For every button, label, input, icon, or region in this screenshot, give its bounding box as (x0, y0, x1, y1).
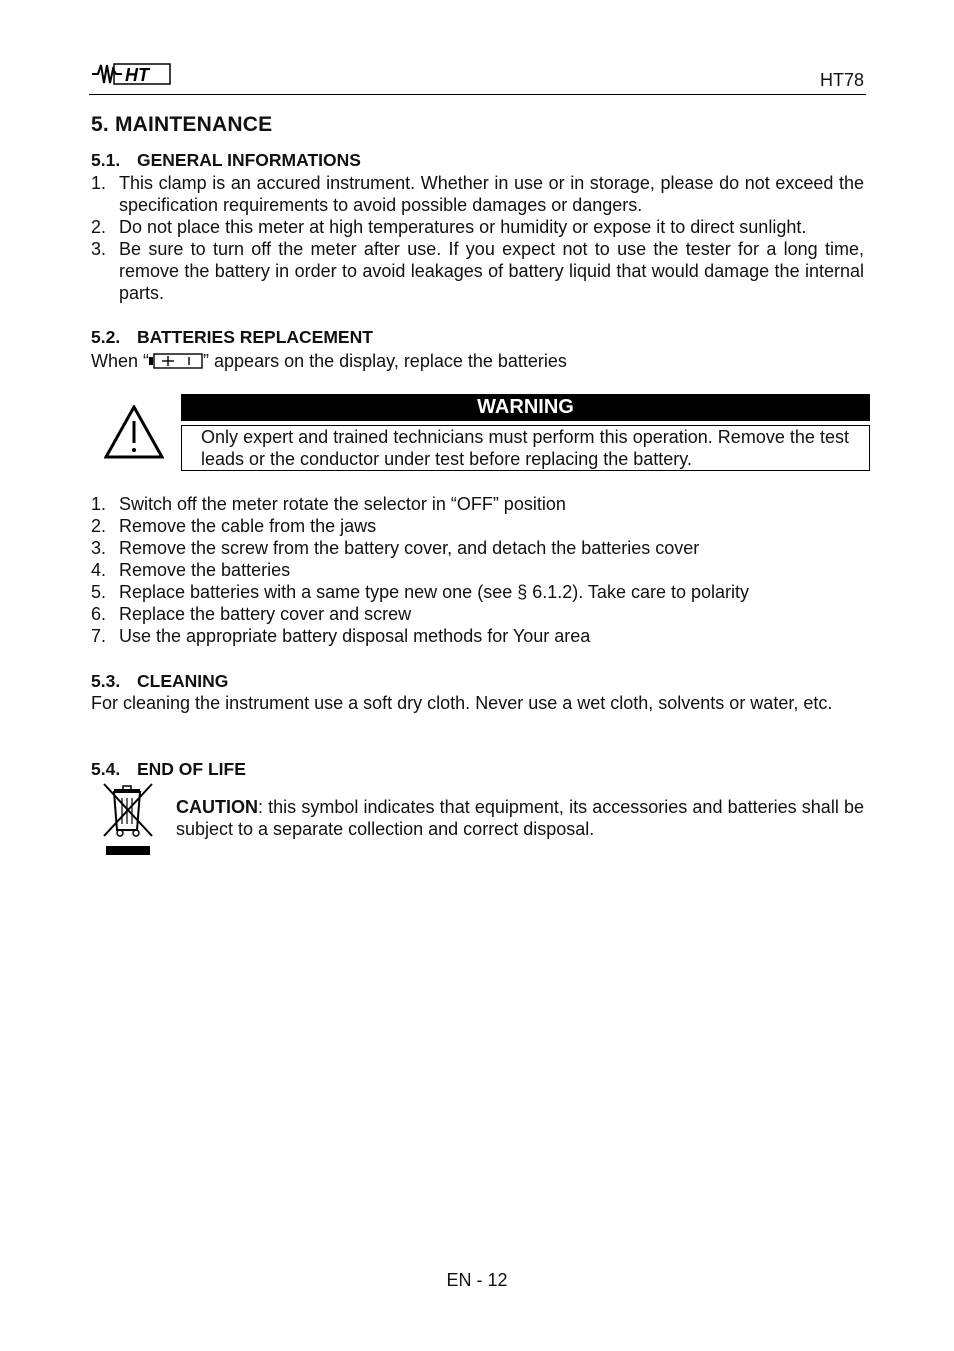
section-title: 5. MAINTENANCE (91, 113, 273, 136)
heading-batteries-replacement (91, 327, 373, 348)
item-number: 2. (91, 217, 107, 237)
caution-label: CAUTION (176, 797, 258, 817)
heading-end-of-life (91, 759, 246, 780)
item-text: This clamp is an accured instrument. Whether in use or in storage, please do not exceed the specification requirements to avoid possible damages or dangers. (119, 173, 864, 215)
item-number: 6. (91, 604, 107, 624)
heading-text: END OF LIFE (137, 759, 246, 779)
battery-steps-list (91, 493, 864, 647)
list-item (91, 172, 864, 216)
item-text: Be sure to turn off the meter after use. If you expect not to use the tester for a long time, remove the battery in order to avoid leakages of battery liquid that would damage the internal parts. (119, 239, 864, 303)
item-text: Do not place this meter at high temperatures or humidity or expose it to direct sunlight. (119, 217, 807, 237)
item-text: Remove the batteries (119, 560, 291, 580)
general-info-list (91, 172, 864, 304)
list-item (91, 603, 864, 625)
heading-general-informations (91, 150, 361, 171)
heading-text: GENERAL INFORMATIONS (137, 150, 361, 170)
item-number: 5. (91, 582, 107, 602)
item-number: 2. (91, 516, 107, 536)
battery-icon (149, 353, 203, 369)
caution-text (176, 796, 864, 840)
logo-text: HT (125, 65, 149, 85)
heading-number: 5.3. (91, 671, 121, 691)
heading-number: 5.1. (91, 150, 121, 170)
crossed-bin-icon (100, 780, 156, 858)
item-number: 7. (91, 626, 107, 646)
item-text: Remove the screw from the battery cover, and detach the batteries cover (119, 538, 700, 558)
item-text: Replace the battery cover and screw (119, 604, 412, 624)
intro-before: When “ (91, 351, 150, 371)
heading-cleaning (91, 671, 228, 692)
page-number: EN - 12 (446, 1270, 508, 1290)
list-item (91, 216, 864, 238)
warning-triangle-icon (104, 405, 164, 459)
list-item (91, 581, 864, 603)
intro-after: ” appears on the display, replace the batteries (203, 351, 567, 371)
heading-number: 5.2. (91, 327, 121, 347)
list-item (91, 515, 864, 537)
item-number: 1. (91, 173, 107, 193)
warning-title: WARNING (181, 394, 870, 421)
item-text: Use the appropriate battery disposal methods for Your area (119, 626, 591, 646)
list-item (91, 493, 864, 515)
battery-intro (91, 350, 864, 372)
item-text: Replace batteries with a same type new one (see § 6.1.2). Take care to polarity (119, 582, 750, 602)
item-number: 3. (91, 538, 107, 558)
item-number: 1. (91, 494, 107, 514)
cleaning-text: For cleaning the instrument use a soft dry cloth. Never use a wet cloth, solvents or water, etc. (91, 693, 833, 713)
heading-number: 5.4. (91, 759, 121, 779)
item-text: Switch off the meter rotate the selector in “OFF” position (119, 494, 566, 514)
item-number: 4. (91, 560, 107, 580)
heading-text: BATTERIES REPLACEMENT (137, 327, 373, 347)
list-item (91, 238, 864, 304)
list-item (91, 625, 864, 647)
item-number: 3. (91, 239, 107, 259)
model-name: HT78 (819, 70, 864, 90)
caution-body: : this symbol indicates that equipment, its accessories and batteries shall be subject to a separate collection and correct disposal. (176, 797, 864, 839)
header-rule (89, 94, 866, 95)
warning-text: Only expert and trained technicians must perform this operation. Remove the test leads or the conductor under test before replacing the battery. (201, 427, 849, 469)
heading-text: CLEANING (137, 671, 229, 691)
item-text: Remove the cable from the jaws (119, 516, 377, 536)
list-item (91, 537, 864, 559)
ht-logo (92, 61, 172, 87)
list-item (91, 559, 864, 581)
